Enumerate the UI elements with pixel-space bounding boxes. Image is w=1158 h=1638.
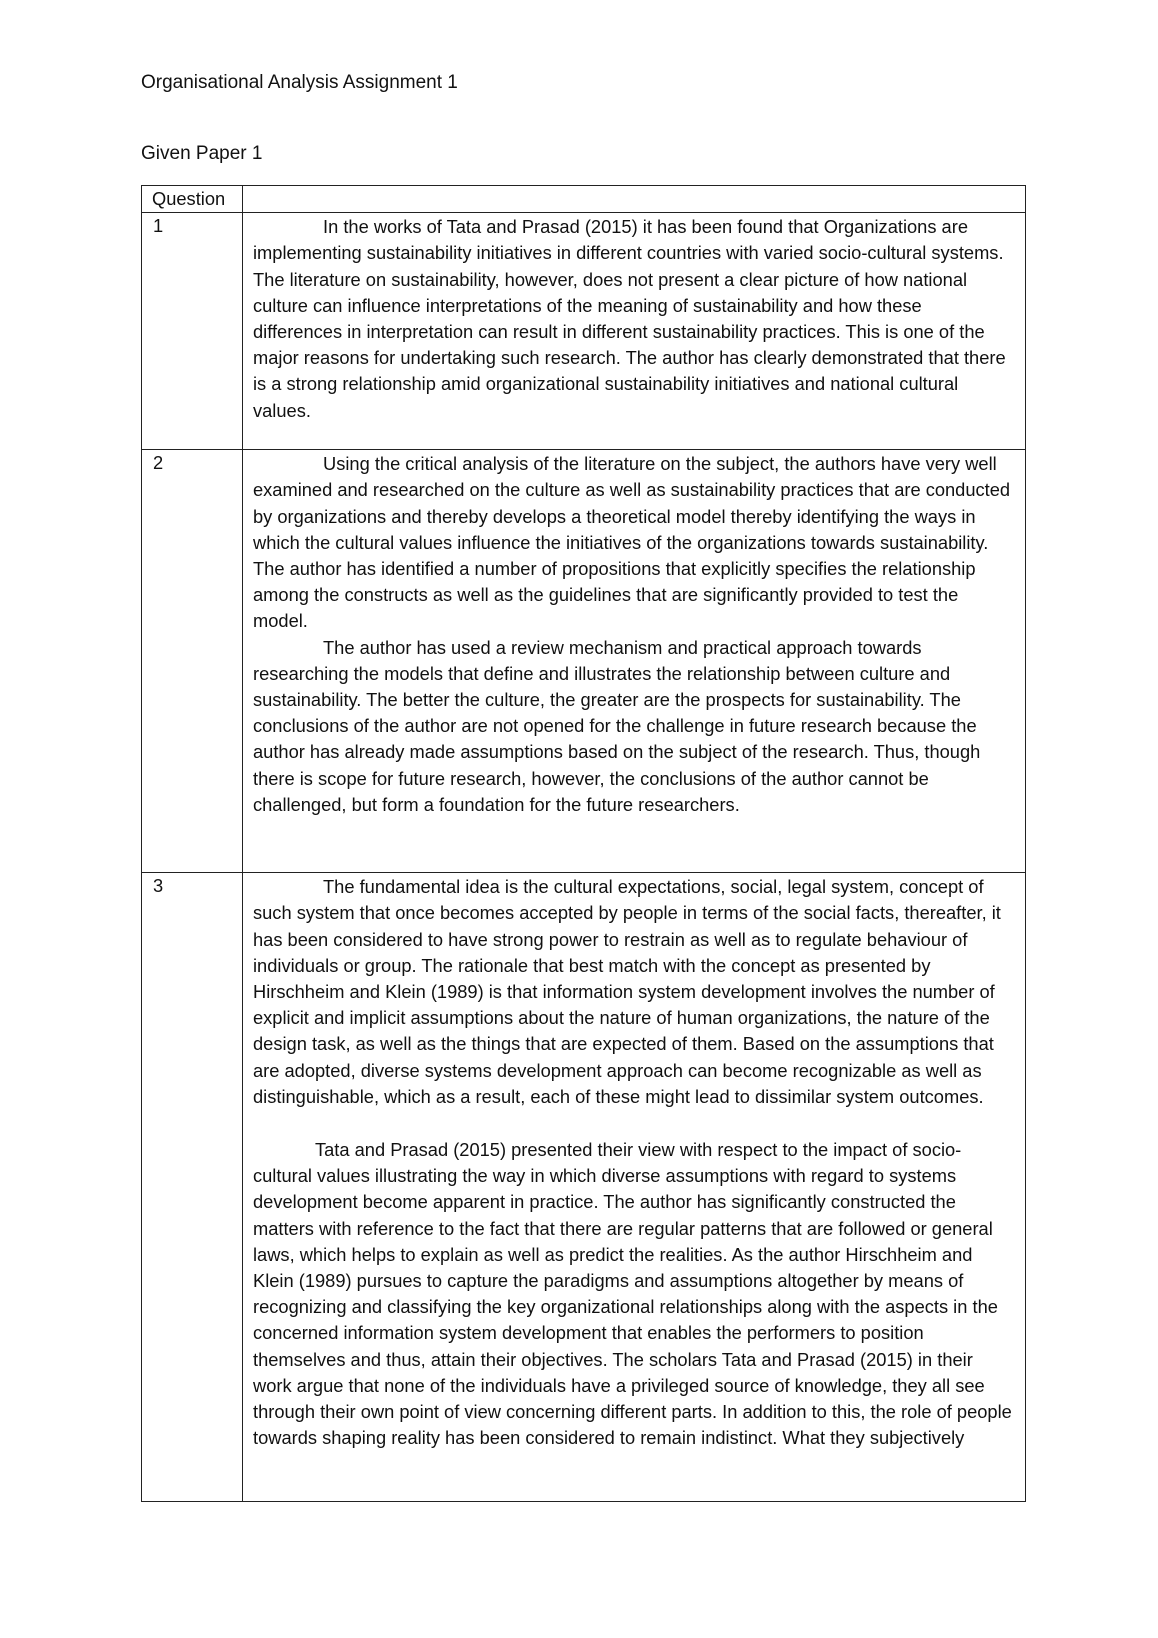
table-row xyxy=(142,213,1026,450)
answer-paragraph: Using the critical analysis of the literature on the subject, the authors have very well examined and researched on the culture as well as sustainability practices that are conducted by organizations and thereby develops a theoretical model thereby identifying the ways in which the cultural values influence the initiatives of the organizations towards sustainability. The author has identified a number of propositions that explicitly specifies the relationship among the constructs as well as the guidelines that are significantly provided to test the model. xyxy=(253,453,1011,632)
header-question: Question xyxy=(142,186,243,213)
document-title: Organisational Analysis Assignment 1 xyxy=(141,72,458,93)
question-number: 2 xyxy=(142,450,243,873)
answer-paragraph: The fundamental idea is the cultural expectations, social, legal system, concept of such system that once becomes accepted by people in terms of the social facts, thereafter, it has been considered to have strong power to restrain as well as to regulate behaviour of individuals or group. The rationale that best match with the concept as presented by Hirschheim and Klein (1989) is that information system development involves the number of explicit and implicit assumptions about the nature of human organizations, the nature of the design task, as well as the things that are expected of them. Based on the assumptions that are adopted, diverse systems development approach can become recognizable as well as distinguishable, which as a result, each of these might lead to dissimilar system outcomes. xyxy=(253,876,1001,1107)
paragraph-spacer xyxy=(253,1110,1015,1137)
question-number: 1 xyxy=(142,213,243,450)
answer-paragraph: The author has used a review mechanism and practical approach towards researching the models that define and illustrates the relationship between culture and sustainability. The better the culture, the greater are the prospects for sustainability. The conclusions of the author are not opened for the challenge in future research because the author has already made assumptions based on the subject of the research. Thus, though there is scope for future research, however, the conclusions of the author cannot be challenged, but form a foundation for the future researchers. xyxy=(253,636,981,815)
header-answer xyxy=(243,186,1026,213)
answer-cell xyxy=(243,873,1026,1502)
question-number: 3 xyxy=(142,873,243,1502)
answer-cell xyxy=(243,450,1026,873)
paper-label: Given Paper 1 xyxy=(141,143,263,164)
answer-cell xyxy=(243,213,1026,450)
answer-paragraph: In the works of Tata and Prasad (2015) it has been found that Organizations are implementing sustainability initiatives in different countries with varied socio-cultural systems. The literature on sustainability, however, does not present a clear picture of how national culture can influence interpretations of the meaning of sustainability and how these differences in interpretation can result in different sustainability practices. This is one of the major reasons for undertaking such research. The author has clearly demonstrated that there is a strong relationship amid organizational sustainability initiatives and national cultural values. xyxy=(253,216,1006,421)
table-row xyxy=(142,450,1026,873)
answer-paragraph: Tata and Prasad (2015) presented their view with respect to the impact of socio-cultural values illustrating the way in which diverse assumptions with regard to systems development become apparent in practice. The author has significantly constructed the matters with reference to the fact that there are regular patterns that are followed or general laws, which helps to explain as well as predict the realities. As the author Hirschheim and Klein (1989) pursues to capture the paradigms and assumptions altogether by means of recognizing and classifying the key organizational relationships along with the aspects in the concerned information system development that enables the performers to position themselves and thus, attain their objectives. The scholars Tata and Prasad (2015) in their work argue that none of the individuals have a privileged source of knowledge, they all see through their own point of view concerning different parts. In addition to this, the role of people towards shaping reality has been considered to remain indistinct. What they subjectively xyxy=(253,1139,1012,1449)
table-header-row xyxy=(142,186,1026,213)
table-row xyxy=(142,873,1026,1502)
question-table xyxy=(141,185,1026,1502)
